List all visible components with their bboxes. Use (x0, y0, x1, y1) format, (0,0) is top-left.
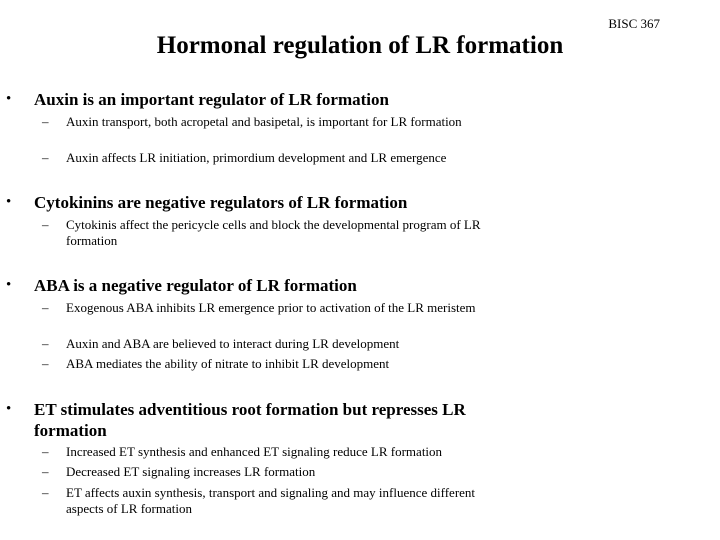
sub-bullet-auxin-initiation: – Auxin affects LR initiation, primordium development and LR emergence (66, 150, 486, 166)
course-code: BISC 367 (608, 16, 660, 31)
bullet-aba: • ABA is a negative regulator of LR formation (34, 275, 494, 296)
bullet-ethylene: • ET stimulates adventitious root formation but represses LR formation (34, 399, 494, 441)
sub-bullet-aba-nitrate: – ABA mediates the ability of nitrate to inhibit LR development (66, 356, 486, 372)
sub-bullet-aba-auxin-interaction: – Auxin and ABA are believed to interact during LR development (66, 336, 486, 352)
sub-bullet-et-increased: – Increased ET synthesis and enhanced ET signaling reduce LR formation (66, 444, 486, 460)
sub-bullet-et-decreased: – Decreased ET signaling increases LR formation (66, 464, 486, 480)
sub-bullet-aba-exogenous: – Exogenous ABA inhibits LR emergence prior to activation of the LR meristem (66, 300, 486, 316)
bullet-cytokinins: • Cytokinins are negative regulators of LR formation (34, 192, 494, 213)
slide-title: Hormonal regulation of LR formation (156, 32, 564, 59)
bullet-auxin: • Auxin is an important regulator of LR formation (34, 89, 494, 110)
sub-bullet-auxin-transport: – Auxin transport, both acropetal and basipetal, is important for LR formation (66, 114, 486, 130)
sub-bullet-cytokinins-pericycle: – Cytokinis affect the pericycle cells and block the developmental program of LR formation (66, 217, 486, 249)
sub-bullet-et-auxin: – ET affects auxin synthesis, transport and signaling and may influence different aspects of LR formation (66, 485, 486, 517)
